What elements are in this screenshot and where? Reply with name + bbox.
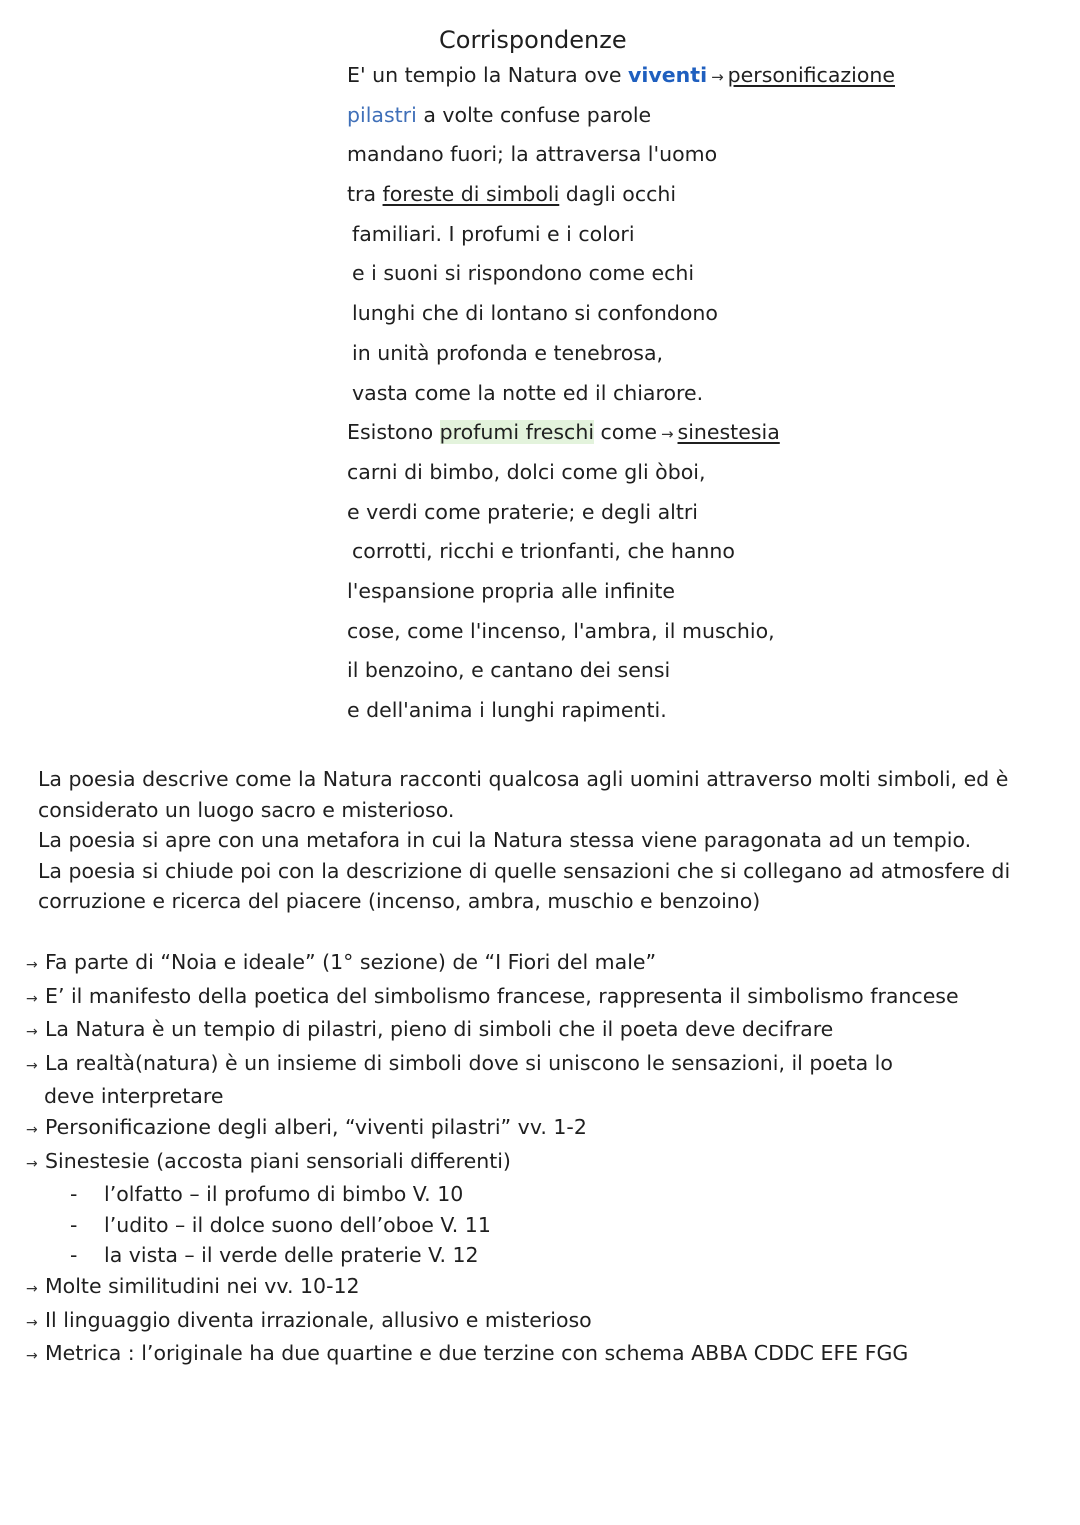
underlined-phrase: foreste di simboli xyxy=(382,182,560,207)
poem-line xyxy=(347,58,895,98)
poem-line xyxy=(347,98,895,138)
poem-line: e dell'anima i lunghi rapimenti. xyxy=(347,698,667,722)
arrow-icon: → xyxy=(26,1024,38,1041)
list-item: → Il linguaggio diventa irrazionale, allusivo e misterioso xyxy=(26,1305,1066,1339)
arrow-icon: → xyxy=(26,1348,38,1365)
list-item: → Fa parte di “Noia e ideale” (1° sezione) de “I Fiori del male” xyxy=(26,947,1066,981)
list-item: → Personificazione degli alberi, “viventi pilastri” vv. 1-2 xyxy=(26,1112,1066,1146)
poem-text: tra xyxy=(347,182,383,207)
summary-paragraph: La poesia si chiude poi con la descrizione di quelle sensazioni che si collegano ad atmosfere di corruzione e ricerca del piacere (incenso, ambra, muschio e benzoino) xyxy=(38,858,1011,914)
poem-line: mandano fuori; la attraversa l'uomo xyxy=(347,142,718,167)
poem-line: l'espansione propria alle infinite xyxy=(347,578,675,603)
poem xyxy=(347,58,895,733)
poem-line: corrotti, ricchi e trionfanti, che hanno xyxy=(352,539,735,564)
list-item: → E’ il manifesto della poetica del simbolismo francese, rappresenta il simbolismo francese xyxy=(26,981,1066,1015)
sub-list-item: - l’udito – il dolce suono dell’oboe V. 11 xyxy=(26,1210,1066,1241)
annotation: personificazione xyxy=(727,63,895,87)
list-item: → Sinestesie (accosta piani sensoriali differenti) xyxy=(26,1146,1066,1180)
poem-line: lunghi che di lontano si confondono xyxy=(352,301,718,326)
dash-icon: - xyxy=(70,1182,78,1207)
sub-list-item: - l’olfatto – il profumo di bimbo V. 10 xyxy=(26,1179,1066,1210)
arrow-icon: → xyxy=(26,1121,38,1138)
summary-paragraph: La poesia si apre con una metafora in cui la Natura stessa viene paragonata ad un tempio. xyxy=(38,828,972,853)
highlighted-phrase: profumi freschi xyxy=(439,420,595,445)
poem-line: in unità profonda e tenebrosa, xyxy=(352,340,664,365)
arrow-icon: → xyxy=(26,1155,38,1172)
arrow-icon: → xyxy=(26,1314,38,1331)
poem-text: come xyxy=(594,420,657,445)
poem-line: e verdi come praterie; e degli altri xyxy=(347,499,698,524)
arrow-icon: → xyxy=(26,1280,38,1297)
poem-line: familiari. I profumi e i colori xyxy=(352,221,635,246)
list-item: → La Natura è un tempio di pilastri, pieno di simboli che il poeta deve decifrare xyxy=(26,1014,1066,1048)
poem-line: e i suoni si rispondono come echi xyxy=(352,261,695,286)
poem-text: a volte confuse parole xyxy=(416,102,652,127)
list-item: → La realtà(natura) è un insieme di simboli dove si uniscono le sensazioni, il poeta lo xyxy=(26,1048,1066,1082)
dash-icon: - xyxy=(70,1212,78,1237)
highlighted-word: viventi xyxy=(628,63,708,87)
dash-icon: - xyxy=(70,1243,78,1268)
poem-line: cose, come l'incenso, l'ambra, il muschio, xyxy=(347,618,775,643)
summary xyxy=(38,764,1068,917)
poem-line: il benzoino, e cantano dei sensi xyxy=(347,658,671,683)
list-item: → Molte similitudini nei vv. 10-12 xyxy=(26,1271,1066,1305)
poem-line: carni di bimbo, dolci come gli òboi, xyxy=(347,459,706,484)
arrow-icon: → xyxy=(26,957,38,973)
poem-line xyxy=(347,177,895,217)
sub-list-item: - la vista – il verde delle praterie V. 12 xyxy=(26,1240,1066,1271)
annotation: sinestesia xyxy=(677,420,780,445)
poem-line: vasta come la notte ed il chiarore. xyxy=(352,380,704,405)
notes-list xyxy=(26,947,1066,1372)
poem-text: Esistono xyxy=(347,420,440,445)
page-title: Corrispondenze xyxy=(439,26,627,54)
list-item: → Metrica : l’originale ha due quartine e due terzine con schema ABBA CDDC EFE FGG xyxy=(26,1338,1066,1372)
arrow-icon: → xyxy=(711,68,724,86)
list-item-continuation: deve interpretare xyxy=(44,1084,224,1109)
arrow-icon: → xyxy=(660,425,674,444)
arrow-icon: → xyxy=(26,990,38,1007)
poem-text: dagli occhi xyxy=(559,182,677,207)
arrow-icon: → xyxy=(26,1057,38,1074)
poem-line xyxy=(347,415,895,455)
summary-paragraph: La poesia descrive come la Natura racconti qualcosa agli uomini attraverso molti simboli, ed è considerato un luogo sacro e misterioso. xyxy=(38,767,1009,822)
poem-text: E' un tempio la Natura ove xyxy=(347,63,629,87)
highlighted-word: pilastri xyxy=(347,102,417,127)
